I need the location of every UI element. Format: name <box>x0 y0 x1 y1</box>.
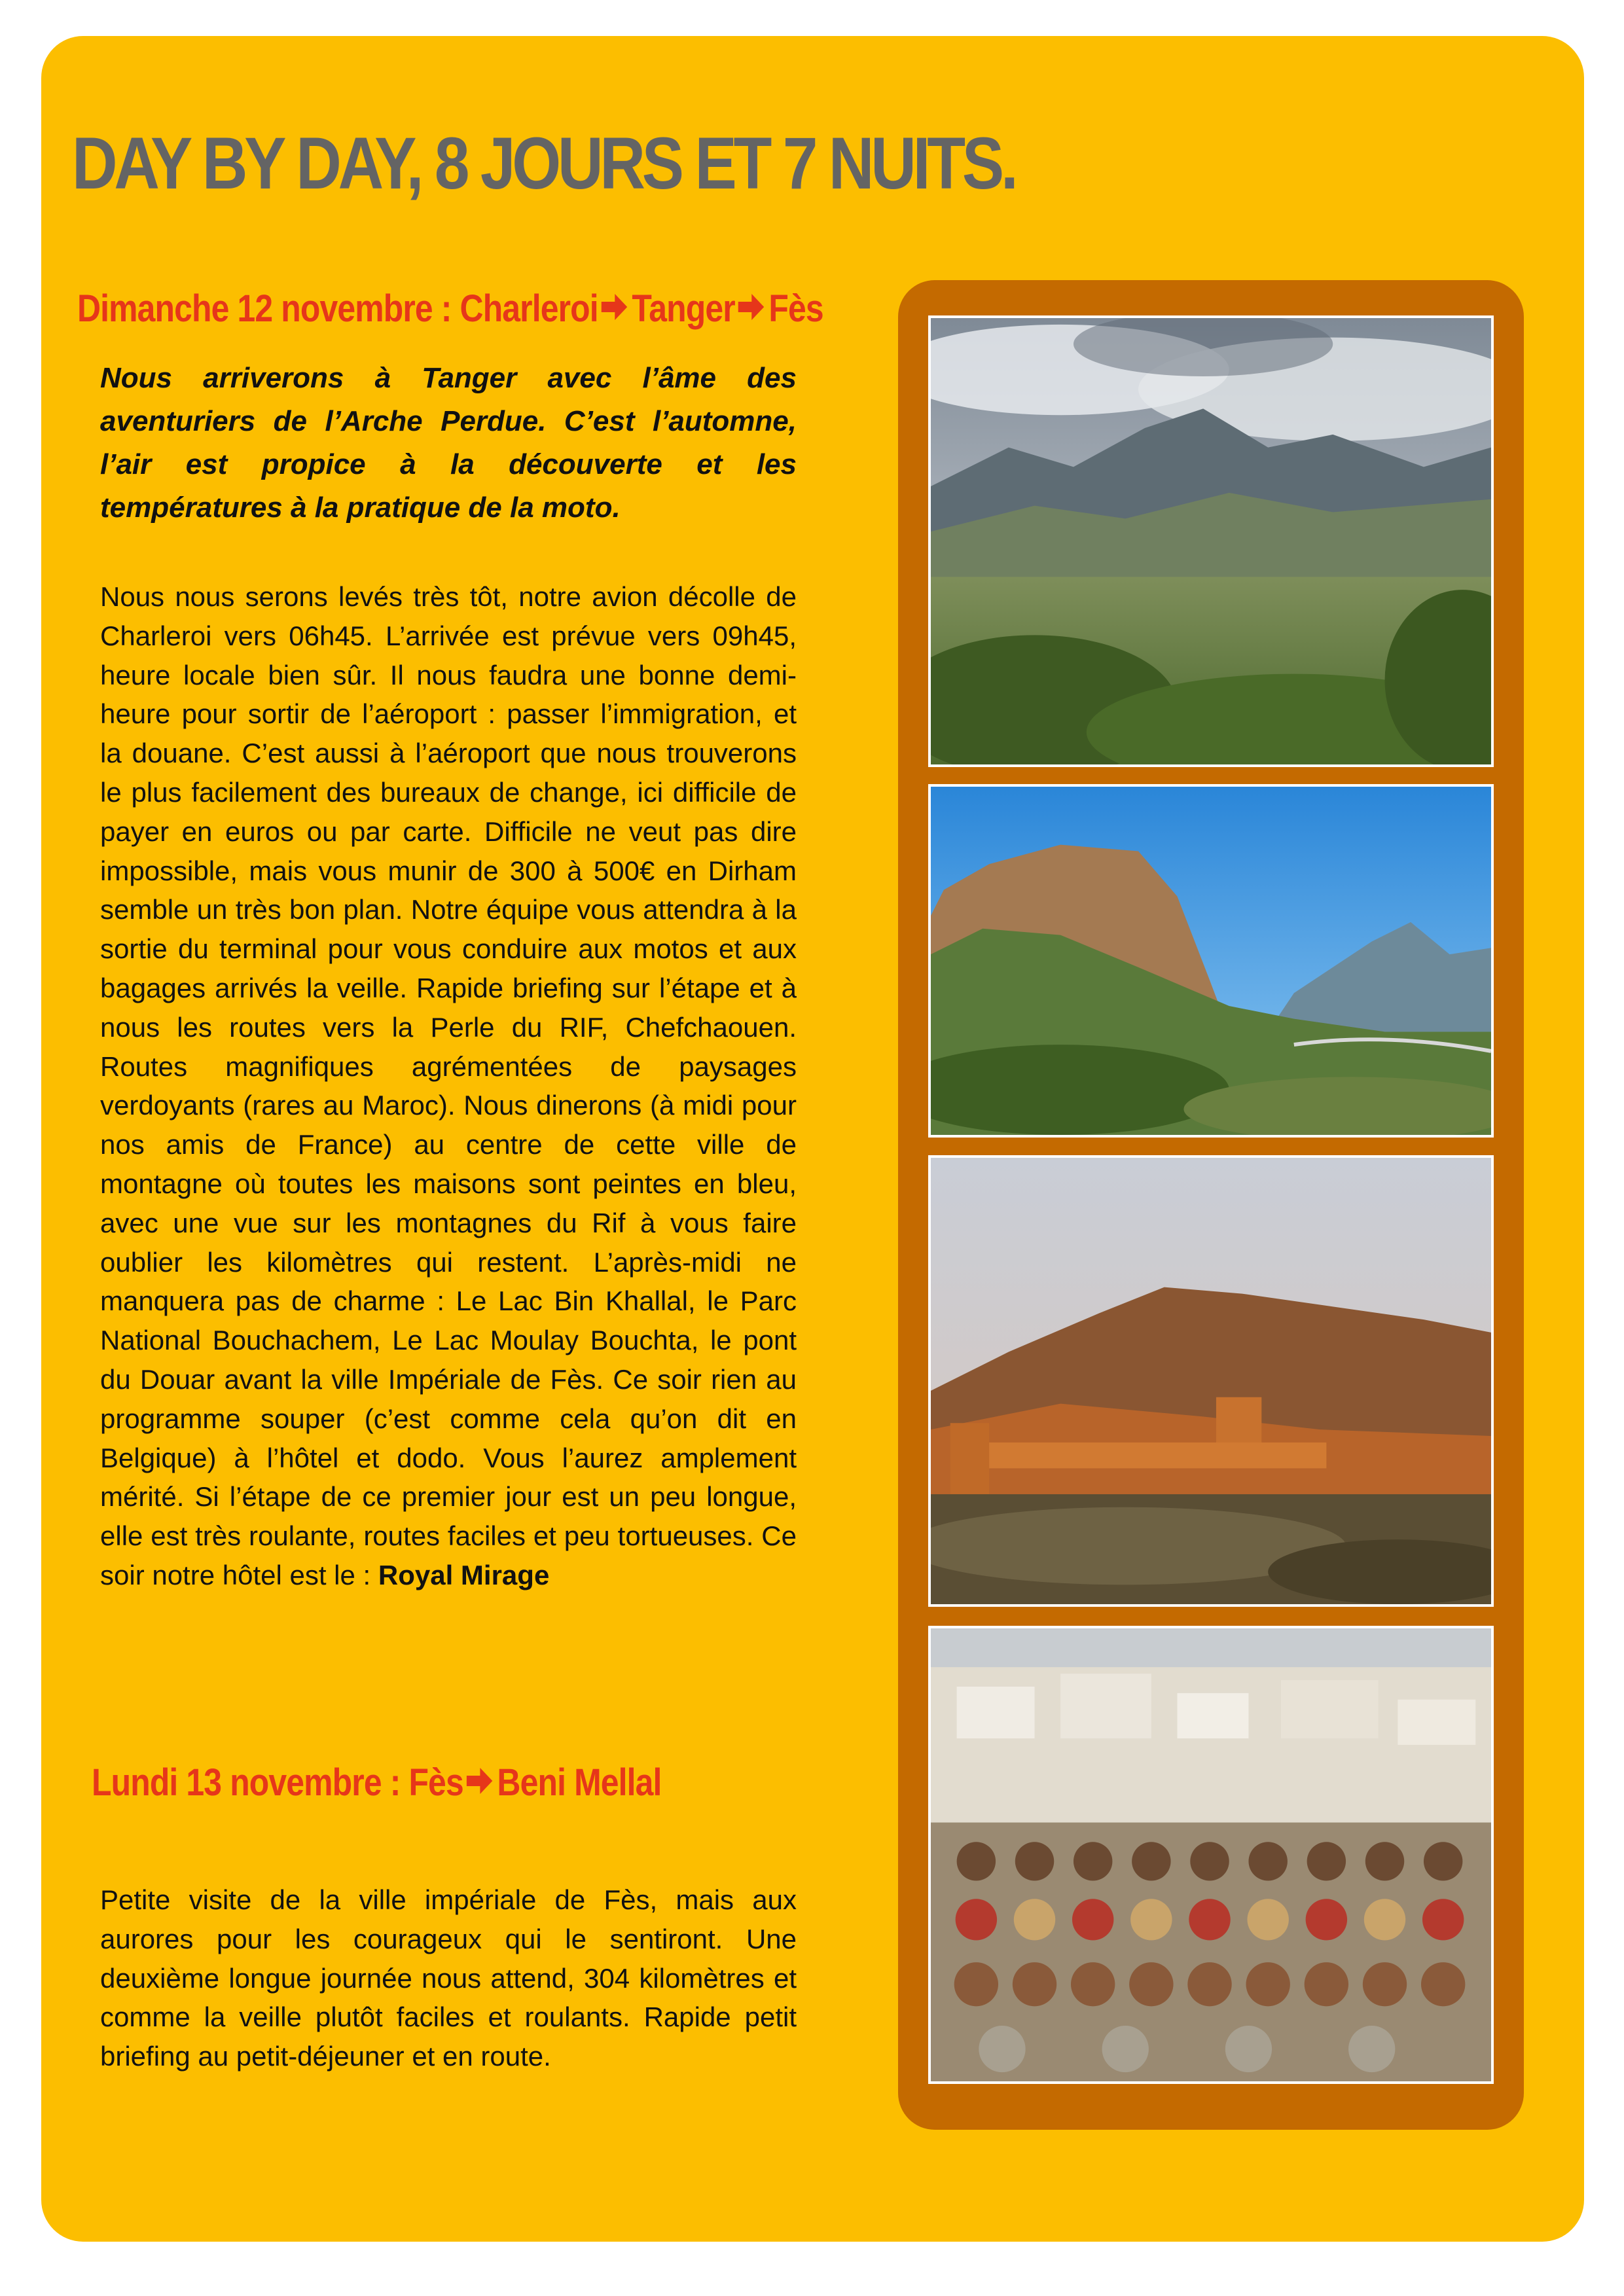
day1-body <box>100 577 797 1595</box>
day2-heading <box>92 1761 662 1804</box>
day1-heading-start: Dimanche 12 novembre : Charleroi <box>77 287 598 330</box>
day1-hotel-name: Royal Mirage <box>378 1559 550 1590</box>
day1-lead: Nous arriverons à Tanger avec l’âme des aventuriers de l’Arche Perdue. C’est l’automne, l’air est propice à la découverte et les températures à la pratique de la moto. <box>100 362 797 524</box>
fes-fortress-sunset-photo <box>928 1155 1494 1607</box>
arrow-right-icon <box>602 287 628 331</box>
mountain-valley-photo <box>928 315 1494 767</box>
day1-body-text: Nous nous serons levés très tôt, notre avion décolle de Charleroi vers 06h45. L’arrivée est prévue vers 09h45, heure locale bien sûr. Il nous faudra une bonne demi-heure pour sortir de l’aéroport : passer l’immigration, et la douane. C’est aussi à l’aéroport que nous trouverons le plus facilement des bureaux de change, ici difficile de payer en euros ou par carte. Difficile ne veut pas dire impossible, mais vous munir de 300 à 500€ en Dirham semble un très bon plan. Notre équipe vous attendra à la sortie du terminal pour vous conduire aux motos et aux bagages arrivés la veille. Rapide briefing sur l’étape et à nous les routes vers la Perle du RIF, Chefchaouen. Routes magnifiques agrémentées de paysages verdoyants (rares au Maroc). Nous dinerons (à midi pour nos amis de France) au centre de cette ville de montagne où toutes les maisons sont peintes en bleu, avec une vue sur les montagnes du Rif à vous faire oublier les kilomètres qui restent. L’après-midi ne manquera pas de charme : Le Lac Bin Khallal, le Parc National Bouchachem, Le Lac Moulay Bouchta, le pont du Douar avant la ville Impériale de Fès. Ce soir rien au programme souper (c’est comme cela qu’on dit en Belgique) à l’hôtel et dodo. Vous l’aurez amplement mérité. Si l’étape de ce premier jour est un peu longue, elle est très roulante, routes faciles et peu tortueuses. Ce soir notre hôtel est le : <box>100 581 797 1590</box>
rif-mountains-photo <box>928 784 1494 1138</box>
day1-heading <box>77 287 823 331</box>
arrow-right-icon <box>467 1761 494 1804</box>
day2-body: Petite visite de la ville impériale de Fès, mais aux aurores pour les courageux qui le sentiront. Une deuxième longue journée nous attend, 304 kilomètres et comme la veille plutôt faciles et roulants. Rapide petit briefing au petit-déjeuner et en route. <box>100 1884 797 2072</box>
day1-heading-mid: Tanger <box>632 287 735 330</box>
page-title: DAY BY DAY, 8 JOURS ET 7 NUITS. <box>72 122 1015 204</box>
arrow-right-icon <box>738 287 765 331</box>
fes-tannery-photo <box>928 1626 1494 2084</box>
day2-heading-start: Lundi 13 novembre : Fès <box>92 1761 463 1804</box>
day1-heading-end: Fès <box>768 287 823 330</box>
day2-heading-end: Beni Mellal <box>497 1761 662 1804</box>
